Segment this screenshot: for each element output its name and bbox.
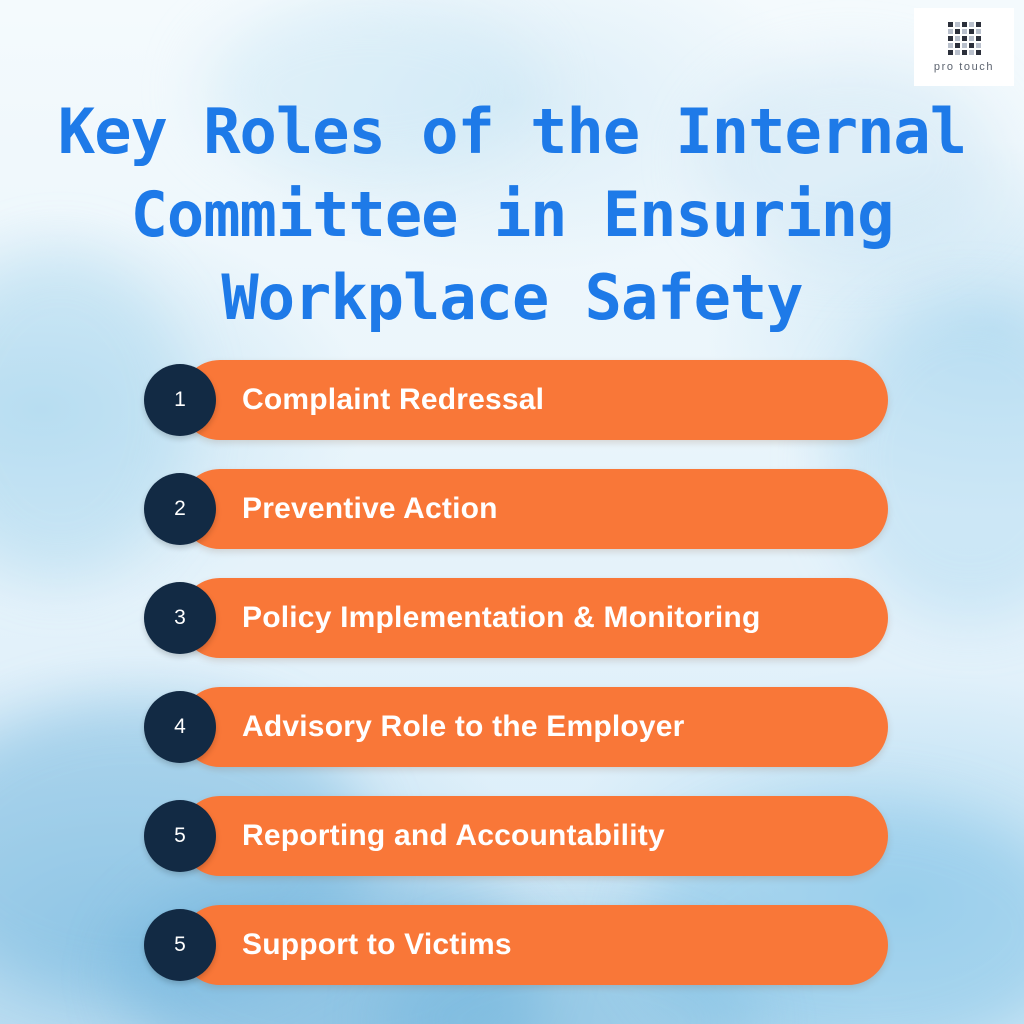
role-label: Preventive Action	[242, 492, 498, 525]
role-number-badge: 5	[144, 909, 216, 981]
role-number-badge: 5	[144, 800, 216, 872]
logo-wordmark: pro touch	[933, 60, 995, 73]
list-item	[136, 796, 888, 876]
list-item	[136, 469, 888, 549]
role-label: Advisory Role to the Employer	[242, 710, 685, 743]
role-label: Complaint Redressal	[242, 383, 545, 416]
list-item	[136, 360, 888, 440]
roles-list	[136, 360, 888, 1014]
role-number-badge: 4	[144, 691, 216, 763]
role-label: Support to Victims	[242, 928, 512, 961]
list-item	[136, 687, 888, 767]
list-item	[136, 578, 888, 658]
role-number-badge: 3	[144, 582, 216, 654]
pixel-grid-icon	[948, 22, 981, 55]
brand-logo	[914, 8, 1014, 86]
page-title: Key Roles of the Internal Committee in Ensuring Workplace Safety	[57, 94, 967, 334]
role-number-badge: 2	[144, 473, 216, 545]
list-item	[136, 905, 888, 985]
role-label: Policy Implementation & Monitoring	[242, 601, 761, 634]
role-number-badge: 1	[144, 364, 216, 436]
role-label: Reporting and Accountability	[242, 819, 665, 852]
